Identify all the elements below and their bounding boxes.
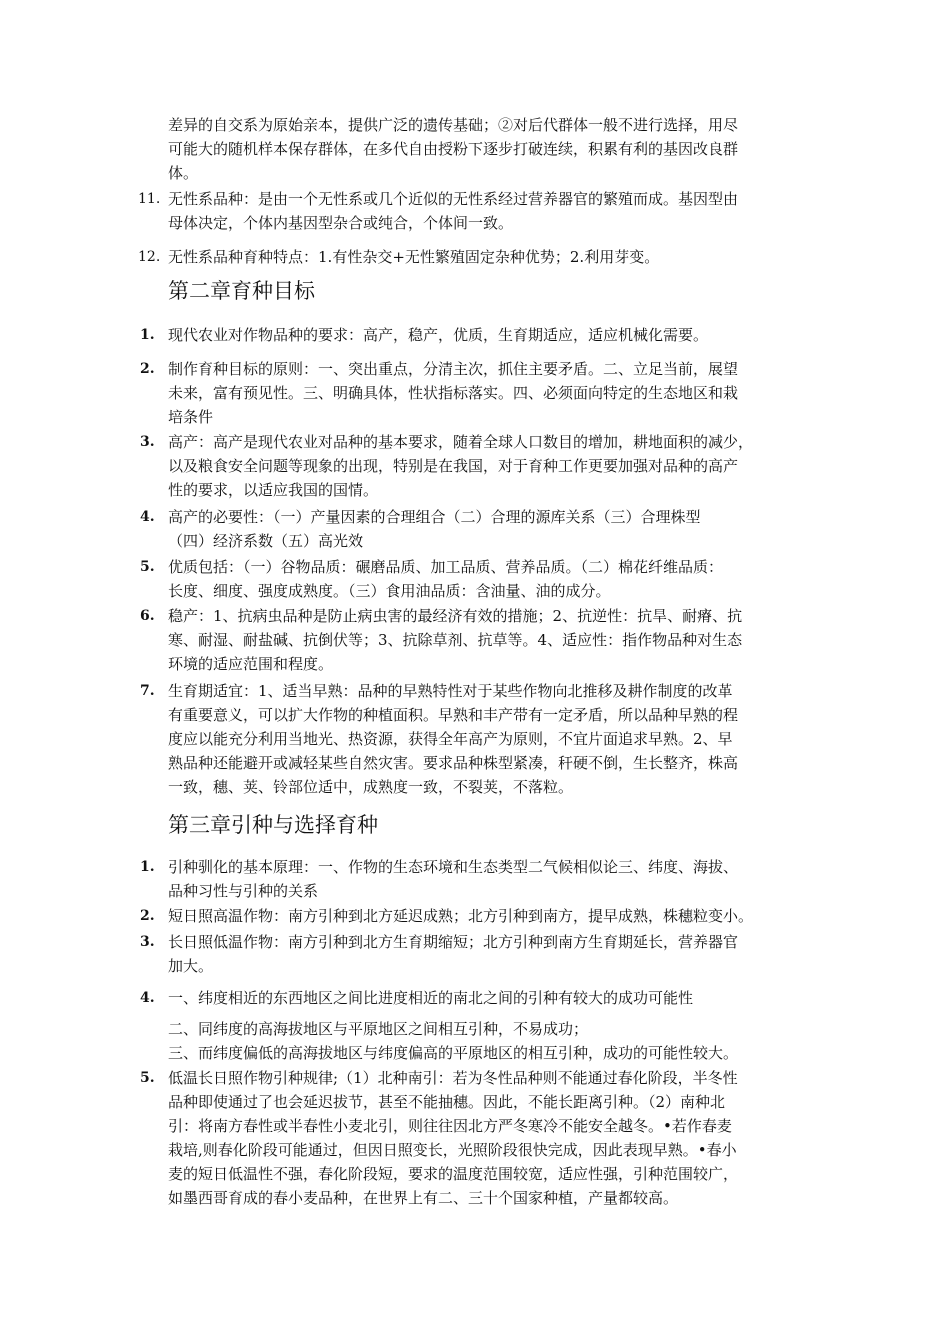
- text-line: 母体决定，个体内基因型杂合或纯合，个体间一致。: [168, 214, 514, 232]
- text-line: 度应以能充分利用当地光、热资源，获得全年高产为原则，不宜片面追求早熟。2、早: [168, 730, 733, 748]
- text-line: 无性系品种：是由一个无性系或几个近似的无性系经过营养器官的繁殖而成。基因型由: [168, 190, 739, 208]
- item-number: 1.: [140, 859, 155, 875]
- text-line: 高产：高产是现代农业对品种的基本要求，随着全球人口数目的增加，耕地面积的减少，: [168, 433, 754, 451]
- item-number: 11.: [138, 191, 161, 207]
- text-line: 如墨西哥育成的春小麦品种，在世界上有二、三十个国家种植，产量都较高。: [168, 1189, 679, 1207]
- item-number: 2.: [140, 908, 155, 924]
- item-number: 5.: [140, 1070, 155, 1086]
- text-line: 三、而纬度偏低的高海拔地区与纬度偏高的平原地区的相互引种，成功的可能性较大。: [168, 1044, 739, 1062]
- text-line: 差异的自交系为原始亲本，提供广泛的遗传基础；②对后代群体一般不进行选择，用尽: [168, 116, 739, 134]
- chapter-heading: 第二章育种目标: [168, 279, 315, 303]
- text-line: 环境的适应范围和程度。: [168, 655, 334, 673]
- text-line: 生育期适宜：1、适当早熟：品种的早熟特性对于某些作物向北推移及耕作制度的改革: [168, 682, 733, 700]
- text-line: 长度、细度、强度成熟度。（三）食用油品质：含油量、油的成分。: [168, 582, 611, 600]
- text-line: 高产的必要性：（一）产量因素的合理组合（二）合理的源库关系（三）合理株型: [168, 508, 701, 526]
- text-line: 寒、耐湿、耐盐碱、抗倒伏等；3、抗除草剂、抗草等。4、适应性：指作物品种对生态: [168, 631, 743, 649]
- item-number: 6.: [140, 608, 155, 624]
- text-line: 品种即使通过了也会延迟拔节，甚至不能抽穗。因此，不能长距离引种。（2）南种北: [168, 1093, 726, 1111]
- item-number: 4.: [140, 990, 155, 1006]
- item-number: 4.: [140, 509, 155, 525]
- text-line: 引：将南方春性或半春性小麦北引，则往往因北方严冬寒冷不能安全越冬。•若作春麦: [168, 1117, 732, 1135]
- text-line: 制作育种目标的原则：一、突出重点，分清主次，抓住主要矛盾。二、立足当前，展望: [168, 360, 739, 378]
- text-line: 一、纬度相近的东西地区之间比进度相近的南北之间的引种有较大的成功可能性: [168, 989, 694, 1007]
- item-number: 3.: [140, 434, 155, 450]
- text-line: 体。: [168, 164, 199, 182]
- text-line: 未来，富有预见性。三、明确具体，性状指标落实。四、必须面向特定的生态地区和栽: [168, 384, 739, 402]
- item-number: 7.: [140, 683, 155, 699]
- text-line: 优质包括：（一）谷物品质：碾磨品质、加工品质、营养品质。（二）棉花纤维品质：: [168, 558, 724, 576]
- text-line: 培条件: [168, 408, 214, 426]
- text-line: 品种习性与引种的关系: [168, 882, 319, 900]
- text-line: 稳产：1、抗病虫品种是防止病虫害的最经济有效的措施；2、抗逆性：抗旱、耐瘠、抗: [168, 607, 743, 625]
- text-line: 麦的短日低温性不强，春化阶段短，要求的温度范围较宽，适应性强，引种范围较广，: [168, 1165, 739, 1183]
- text-line: 可能大的随机样本保存群体，在多代自由授粉下逐步打破连续，积累有利的基因改良群: [168, 140, 739, 158]
- text-line: 现代农业对作物品种的要求：高产，稳产，优质，生育期适应，适应机械化需要。: [168, 326, 709, 344]
- item-number: 3.: [140, 934, 155, 950]
- item-number: 2.: [140, 361, 155, 377]
- text-line: （四）经济系数（五）高光效: [168, 532, 364, 550]
- text-line: 引种驯化的基本原理：一、作物的生态环境和生态类型二气候相似论三、纬度、海拔、: [168, 858, 739, 876]
- text-line: 短日照高温作物：南方引种到北方延迟成熟；北方引种到南方，提早成熟，株穗粒变小。: [168, 907, 754, 925]
- text-line: 无性系品种育种特点：1.有性杂交+无性繁殖固定杂种优势；2.利用芽变。: [168, 248, 660, 266]
- item-number: 1.: [140, 327, 155, 343]
- text-line: 栽培,则春化阶段可能通过，但因日照变长，光照阶段很快完成，因此表现早熟。•春小: [168, 1141, 737, 1159]
- text-line: 长日照低温作物：南方引种到北方生育期缩短；北方引种到南方生育期延长，营养器官: [168, 933, 739, 951]
- text-line: 有重要意义，可以扩大作物的种植面积。早熟和丰产带有一定矛盾，所以品种早熟的程: [168, 706, 739, 724]
- item-number: 5.: [140, 559, 155, 575]
- text-line: 加大。: [168, 957, 214, 975]
- text-line: 二、同纬度的高海拔地区与平原地区之间相互引种，不易成功；: [168, 1020, 589, 1038]
- text-line: 熟品种还能避开或减轻某些自然灾害。要求品种株型紧凑，秆硬不倒，生长整齐，株高: [168, 754, 739, 772]
- text-line: 以及粮食安全问题等现象的出现，特别是在我国，对于育种工作更要加强对品种的高产: [168, 457, 739, 475]
- text-line: 性的要求，以适应我国的国情。: [168, 481, 379, 499]
- chapter-heading: 第三章引种与选择育种: [168, 813, 378, 837]
- text-line: 一致，穗、荚、铃部位适中，成熟度一致，不裂荚，不落粒。: [168, 778, 574, 796]
- text-line: 低温长日照作物引种规律;（1）北种南引：若为冬性品种则不能通过春化阶段，半冬性: [168, 1069, 738, 1087]
- item-number: 12.: [138, 249, 161, 265]
